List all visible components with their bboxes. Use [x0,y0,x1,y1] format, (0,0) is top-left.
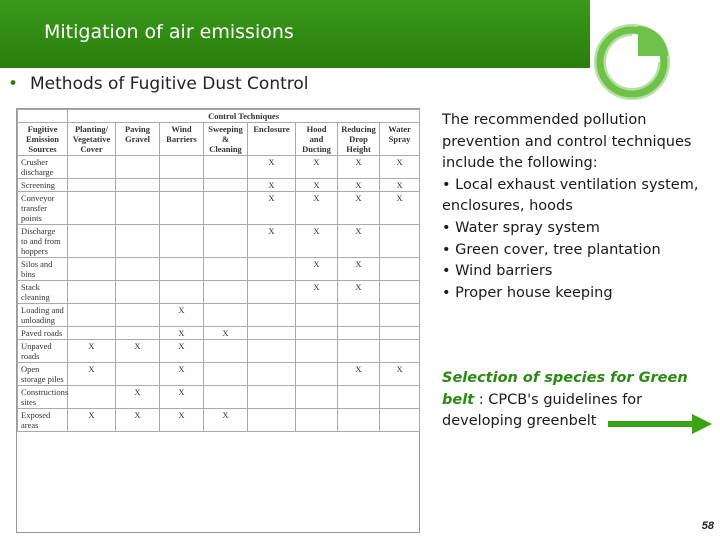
emission-source-cell: Open storage piles [18,363,68,386]
emission-source-cell: Loading and unloading [18,304,68,327]
technique-mark-cell [204,156,248,179]
table-row [18,281,420,304]
technique-mark-cell [116,304,160,327]
technique-mark-cell [248,363,296,386]
table-header-cell: Hood and Ducting [296,123,338,156]
technique-mark-cell [248,304,296,327]
technique-mark-cell: X [338,363,380,386]
technique-mark-cell [380,304,420,327]
technique-mark-cell: X [338,179,380,192]
technique-mark-cell: X [160,386,204,409]
emission-source-cell: Silos and bins [18,258,68,281]
technique-mark-cell [116,327,160,340]
technique-mark-cell: X [160,304,204,327]
technique-mark-cell [296,386,338,409]
intro-text: The recommended pollution prevention and control techniques include the following: [442,112,692,172]
technique-mark-cell [116,179,160,192]
table-row [18,258,420,281]
table-row [18,409,420,432]
technique-mark-cell [160,179,204,192]
technique-mark-cell [68,225,116,258]
technique-mark-cell [248,409,296,432]
bullet-dot: • [8,74,19,94]
technique-mark-cell: X [296,156,338,179]
technique-mark-cell [160,225,204,258]
emission-source-cell: Conveyor transfer points [18,192,68,225]
technique-mark-cell [160,258,204,281]
table-row [18,340,420,363]
technique-mark-cell [380,386,420,409]
technique-mark-cell [204,386,248,409]
bullet-text: Methods of Fugitive Dust Control [30,74,309,94]
technique-mark-cell: X [160,363,204,386]
table-corner [18,110,68,123]
technique-mark-cell: X [338,281,380,304]
technique-mark-cell [248,281,296,304]
table-caption: Control Techniques [68,110,420,123]
emission-source-cell: Paved roads [18,327,68,340]
table-row [18,363,420,386]
technique-mark-cell [204,363,248,386]
technique-mark-cell [296,409,338,432]
technique-mark-cell: X [160,327,204,340]
pie-logo-icon [588,14,688,104]
right-arrow-icon[interactable] [608,414,712,434]
bullet-point [8,74,309,94]
table-row [18,327,420,340]
technique-mark-cell: X [338,192,380,225]
technique-mark-cell [116,225,160,258]
technique-mark-cell: X [380,363,420,386]
technique-mark-cell [68,386,116,409]
emission-source-cell: Discharge to and from hoppers [18,225,68,258]
technique-list-item: • Water spray system [442,219,600,236]
table-header-cell: Paving Gravel [116,123,160,156]
technique-mark-cell: X [338,258,380,281]
technique-mark-cell: X [296,179,338,192]
technique-mark-cell [68,156,116,179]
technique-mark-cell [338,304,380,327]
emission-source-cell: Exposed areas [18,409,68,432]
technique-mark-cell [116,156,160,179]
technique-mark-cell: X [160,409,204,432]
technique-mark-cell [68,304,116,327]
technique-mark-cell: X [68,363,116,386]
technique-mark-cell [116,363,160,386]
technique-mark-cell: X [116,409,160,432]
table-header-cell: Planting/ Vegetative Cover [68,123,116,156]
emission-source-cell: Unpaved roads [18,340,68,363]
technique-mark-cell [204,258,248,281]
technique-mark-cell [204,192,248,225]
technique-mark-cell: X [338,156,380,179]
technique-mark-cell [380,409,420,432]
technique-mark-cell: X [204,409,248,432]
technique-mark-cell [248,340,296,363]
technique-mark-cell [204,281,248,304]
technique-mark-cell [380,340,420,363]
emission-source-cell: Stack cleaning [18,281,68,304]
technique-mark-cell [296,304,338,327]
technique-mark-cell: X [248,225,296,258]
table-row [18,192,420,225]
table-row [18,225,420,258]
technique-mark-cell: X [380,179,420,192]
technique-mark-cell [380,225,420,258]
technique-list-item: • Wind barriers [442,263,553,280]
technique-mark-cell [380,258,420,281]
technique-mark-cell [68,192,116,225]
technique-mark-cell [204,179,248,192]
technique-mark-cell [116,192,160,225]
technique-mark-cell [68,281,116,304]
page-number: 58 [701,520,714,532]
technique-mark-cell [204,340,248,363]
technique-mark-cell [248,386,296,409]
technique-mark-cell [204,304,248,327]
recommended-techniques-text [442,110,712,304]
table-row [18,304,420,327]
technique-mark-cell: X [248,192,296,225]
technique-mark-cell: X [296,192,338,225]
technique-mark-cell: X [116,386,160,409]
technique-mark-cell: X [296,281,338,304]
technique-mark-cell [380,327,420,340]
technique-mark-cell [296,327,338,340]
technique-list-item: • Proper house keeping [442,284,613,301]
technique-mark-cell: X [296,225,338,258]
technique-mark-cell: X [338,225,380,258]
table-row [18,156,420,179]
technique-mark-cell: X [68,409,116,432]
control-techniques-table [17,109,420,432]
emission-source-cell: Crusher discharge [18,156,68,179]
control-techniques-table-image [16,108,420,533]
technique-mark-cell [296,340,338,363]
technique-list-item: • Green cover, tree plantation [442,241,661,258]
technique-mark-cell: X [380,192,420,225]
green-belt-text: : CPCB's guidelines for developing greenbelt [442,391,643,430]
technique-mark-cell [248,327,296,340]
table-row [18,386,420,409]
technique-mark-cell [248,258,296,281]
technique-mark-cell [116,258,160,281]
table-header-cell: Reducing Drop Height [338,123,380,156]
technique-mark-cell [68,258,116,281]
technique-mark-cell: X [160,340,204,363]
technique-mark-cell: X [380,156,420,179]
slide-title: Mitigation of air emissions [44,21,294,43]
technique-mark-cell [296,363,338,386]
technique-list [442,175,712,305]
table-header-cell: Fugitive Emission Sources [18,123,68,156]
technique-mark-cell [338,409,380,432]
technique-mark-cell: X [248,179,296,192]
technique-list-item: • Local exhaust ventilation system, enclosures, hoods [442,176,699,215]
emission-source-cell: Constructions sites [18,386,68,409]
technique-mark-cell [116,281,160,304]
technique-mark-cell [338,327,380,340]
technique-mark-cell [380,281,420,304]
technique-mark-cell [338,386,380,409]
technique-mark-cell [68,179,116,192]
technique-mark-cell: X [248,156,296,179]
technique-mark-cell: X [116,340,160,363]
table-header-cell: Sweeping & Cleaning [204,123,248,156]
table-row [18,179,420,192]
technique-mark-cell: X [68,340,116,363]
table-body [18,156,420,432]
technique-mark-cell [204,225,248,258]
table-header-row [18,123,420,156]
technique-mark-cell [160,156,204,179]
emission-source-cell: Screening [18,179,68,192]
technique-mark-cell [338,340,380,363]
technique-mark-cell [160,281,204,304]
table-header-cell: Wind Barriers [160,123,204,156]
table-header-cell: Enclosure [248,123,296,156]
technique-mark-cell: X [296,258,338,281]
technique-mark-cell [160,192,204,225]
technique-mark-cell: X [204,327,248,340]
green-belt-heading: Selection of species for Green belt [442,370,688,408]
title-bar [0,0,590,68]
technique-mark-cell [68,327,116,340]
table-header-cell: Water Spray [380,123,420,156]
